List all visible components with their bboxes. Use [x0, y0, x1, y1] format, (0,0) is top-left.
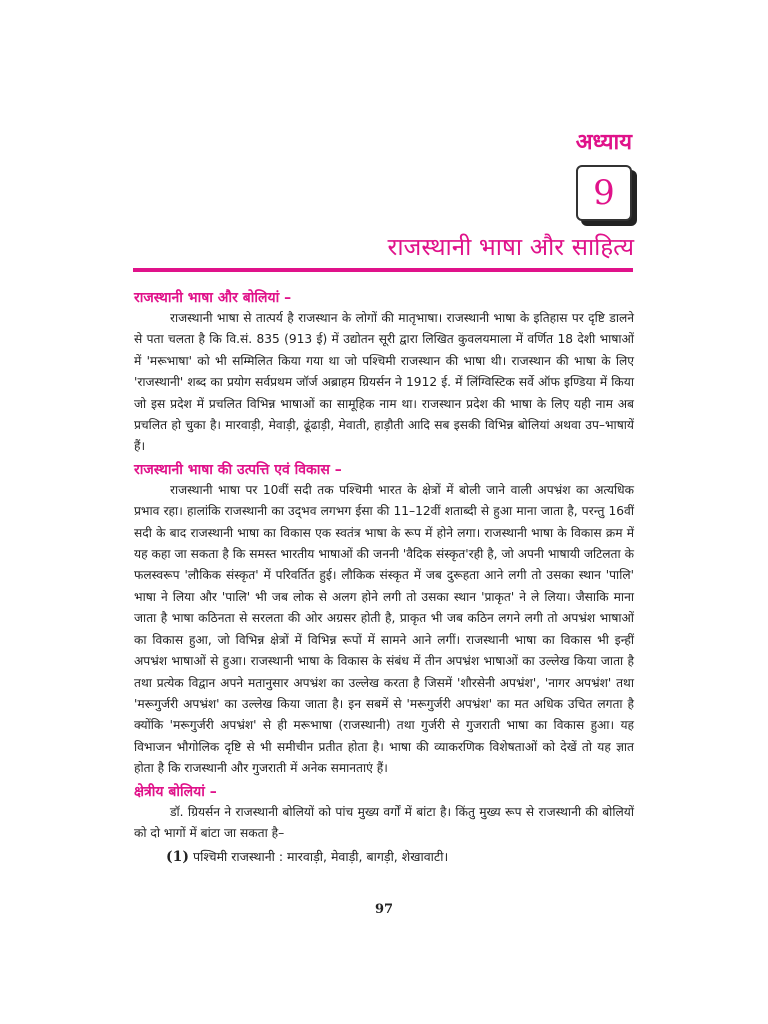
section-paragraph: राजस्थानी भाषा से तात्पर्य है राजस्थान के लोगों की मातृभाषा। राजस्थानी भाषा के इतिहास पर दृष्टि डालने से पता चलता है कि वि.सं. 835 (913 ई) में उद्योतन सूरी द्वारा लिखित कुवलयमाला में वर्णित 18 देशी भाषाओं में 'मरूभाषा' को भी सम्मिलित किया गया था जो पश्चिमी राजस्थान की भाषा थी। राजस्थान की भाषा के लिए 'राजस्थानी' शब्द का प्रयोग सर्वप्रथम जॉर्ज अब्राहम ग्रियर्सन ने 1912 ई. में लिंग्विस्टिक सर्वे ऑफ इण्डिया में किया जो इस प्रदेश में प्रचलित विभिन्न भाषाओं का सामूहिक नाम था। राजस्थान प्रदेश की भाषा के लिए यही नाम अब प्रचलित हो चुका है। मारवाड़ी, मेवाड़ी, ढूंढाड़ी, मेवाती, हाड़ौती आदि सब इसकी विभिन्न बोलियां अथवा उप–भाषायें हैं।: [134, 311, 634, 454]
title-divider: [133, 268, 633, 272]
section-paragraph: राजस्थानी भाषा पर 10वीं सदी तक पश्चिमी भारत के क्षेत्रों में बोली जाने वाली अपभ्रंश का अत्यधिक प्रभाव रहा। हालांकि राजस्थानी का उद्‌भव लगभग ईसा की 11–12वीं शताब्दी से हुआ माना जाता है, परन्तु 16वीं सदी के बाद राजस्थानी भाषा का विकास एक स्वतंत्र भाषा के रूप में होने लगा। राजस्थानी भाषा के विकास क्रम में यह कहा जा सकता है कि समस्त भारतीय भाषाओं की जननी 'वैदिक संस्कृत'रही है, जो अपनी भाषायी जटिलता के फलस्वरूप 'लौकिक संस्कृत' में परिवर्तित हुई। लौकिक संस्कृत में जब दुरूहता आने लगी तो उसका स्थान 'पालि' भाषा ने लिया और 'पालि' भी जब लोक से अलग होने लगी तो उसका स्थान 'प्राकृत' ने ले लिया। जैसाकि माना जाता है भाषा कठिनता से सरलता की ओर अग्रसर होती है, प्राकृत भी जब कठिन लगने लगी तो अपभ्रंश भाषाओं का विकास हुआ, जो विभिन्न क्षेत्रों में विभिन्न रूपों में सामने आने लगीं। राजस्थानी भाषा का विकास भी इन्हीं अपभ्रंश भाषाओं से हुआ। राजस्थानी भाषा के विकास के संबंध में तीन अपभ्रंश भाषाओं का उल्लेख किया जाता है तथा प्रत्येक विद्वान अपने मतानुसार अपभ्रंश का उल्लेख करता है जिसमें 'शौरसेनी अपभ्रंश', 'नागर अपभ्रंश' तथा 'मरूगुर्जरी अपभ्रंश' का उल्लेख किया जाता है। इन सबमें से 'मरूगुर्जरी अपभ्रंश' का मत अधिक उचित लगता है क्योंकि 'मरूगुर्जरी अपभ्रंश' से ही मरूभाषा (राजस्थानी) तथा गुर्जरी से गुजराती भाषा का विकास हुआ। यह विभाजन भौगोलिक दृष्टि से भी समीचीन प्रतीत होता है। भाषा की व्याकरणिक विशेषताओं को देखें तो यह ज्ञात होता है कि राजस्थानी और गुजराती में अनेक समानताएं हैं।: [134, 482, 634, 776]
section-paragraph: डॉ. ग्रियर्सन ने राजस्थानी बोलियों को पांच मुख्य वर्गों में बांटा है। किंतु मुख्य रूप से राजस्थानी की बोलियों को दो भागों में बांटा जा सकता है–: [134, 804, 634, 840]
chapter-label: अध्याय: [575, 130, 632, 155]
section-heading: क्षेत्रीय बोलियां –: [134, 783, 217, 800]
chapter-number-box: [576, 165, 632, 221]
chapter-number: 9: [593, 173, 615, 213]
page-number: 97: [374, 902, 394, 917]
page-body: [134, 288, 634, 868]
section-heading: राजस्थानी भाषा की उत्पत्ति एवं विकास –: [134, 461, 342, 478]
list-item: [134, 846, 634, 868]
list-item-text: पश्चिमी राजस्थानी : मारवाड़ी, मेवाड़ी, बागड़ी, शेखावाटी।: [192, 849, 449, 865]
section-heading: राजस्थानी भाषा और बोलियां –: [134, 290, 292, 306]
chapter-title: राजस्थानी भाषा और साहित्य: [387, 233, 634, 261]
list-item-number: (1): [166, 849, 189, 866]
